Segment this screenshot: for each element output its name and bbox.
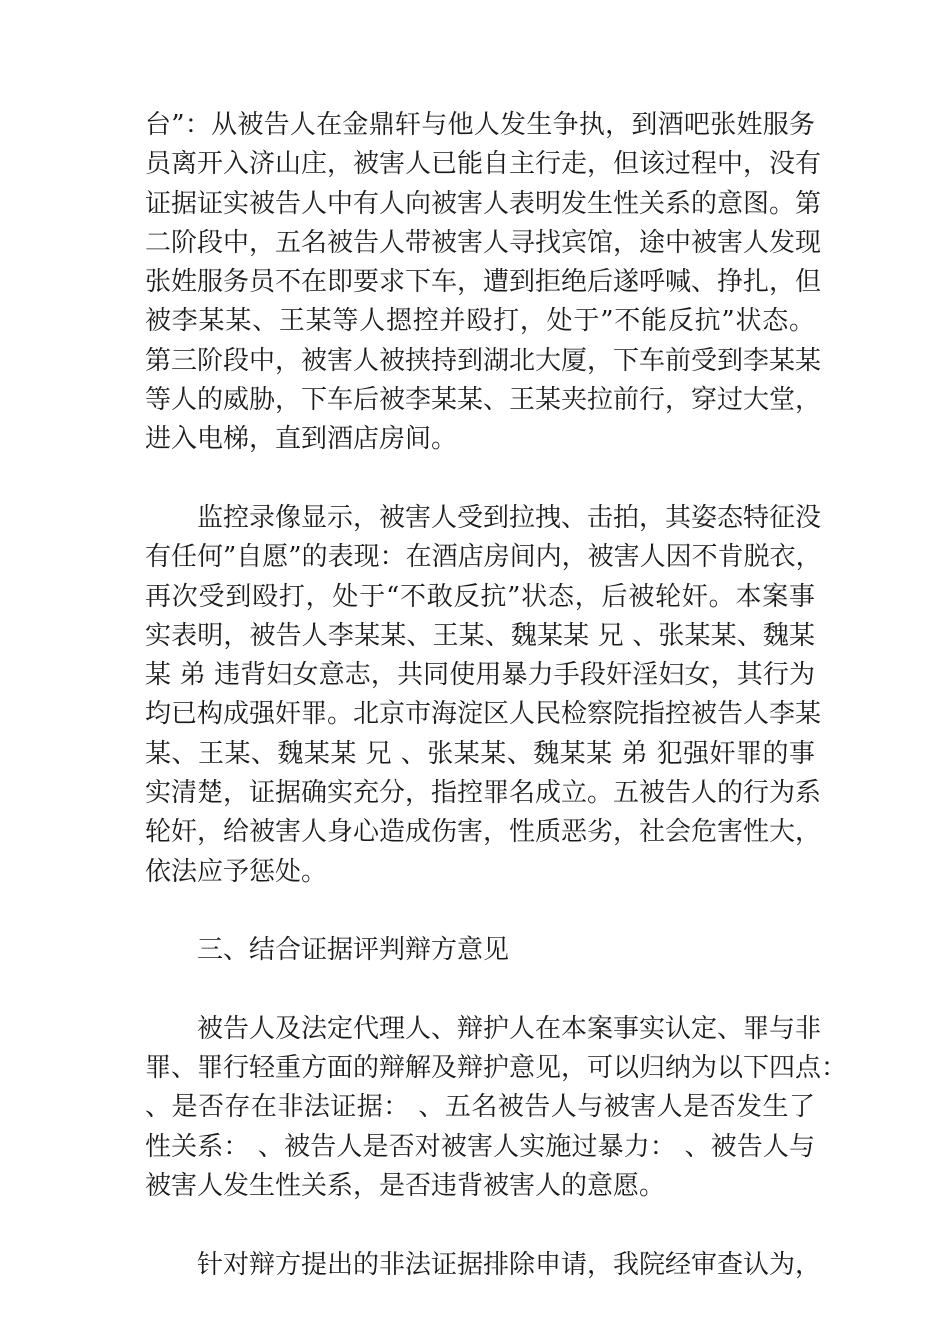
text-line: 针对辩方提出的非法证据排除申请，我院经审查认为， — [197, 1249, 822, 1280]
section-heading — [145, 931, 815, 970]
text-line: 轮奸，给被害人身心造成伤害，性质恶劣，社会危害性大， — [145, 817, 822, 848]
paragraph-5 — [145, 1246, 822, 1285]
paragraph-gap — [145, 971, 815, 1010]
text-line: 罪、罪行轻重方面的辩解及辩护意见，可以归纳为以下四点： — [145, 1053, 848, 1084]
text-line: 、是否存在非法证据： 、五名被告人与被害人是否发生了 — [145, 1092, 815, 1123]
section-heading-text: 三、结合证据评判辩方意见 — [197, 935, 510, 966]
text-line: 证据证实被告人中有人向被害人表明发生性关系的意图。第 — [145, 188, 822, 219]
text-line: 某 弟 违背妇女意志，共同使用暴力手段奸淫妇女，其行为 — [145, 660, 815, 691]
text-line: 张姓服务员不在即要求下车，遭到拒绝后遂呼喊、挣扎，但 — [145, 267, 822, 298]
text-line: 监控录像显示，被害人受到拉拽、击拍，其姿态特征没 — [197, 502, 822, 533]
text-line: 被李某某、王某等人摁控并殴打，处于”不能反抗”状态。 — [145, 306, 815, 337]
paragraph-gap — [145, 892, 815, 931]
text-line: 被告人及法定代理人、辩护人在本案事实认定、罪与非 — [197, 1013, 822, 1044]
text-line: 某、王某、魏某某 兄 、张某某、魏某某 弟 犯强奸罪的事 — [145, 738, 815, 769]
paragraph-4 — [145, 1010, 848, 1206]
document-body — [145, 106, 848, 1285]
text-line: 均已构成强奸罪。北京市海淀区人民检察院指控被告人李某 — [145, 699, 822, 730]
paragraph-gap — [145, 1206, 815, 1245]
text-line: 性关系： 、被告人是否对被害人实施过暴力： 、被告人与 — [145, 1131, 815, 1162]
text-line: 进入电梯，直到酒店房间。 — [145, 424, 458, 455]
text-line: 被害人发生性关系，是否违背被害人的意愿。 — [145, 1171, 666, 1202]
paragraph-2 — [145, 499, 822, 892]
paragraph-gap — [145, 460, 815, 499]
paragraph-1 — [145, 106, 822, 460]
text-line: 有任何”自愿”的表现：在酒店房间内，被害人因不肯脱衣， — [145, 542, 822, 573]
text-line: 二阶段中，五名被告人带被害人寻找宾馆，途中被害人发现 — [145, 227, 822, 258]
text-line: 台”：从被告人在金鼎轩与他人发生争执，到酒吧张姓服务 — [145, 110, 815, 140]
text-line: 第三阶段中，被害人被挟持到湖北大厦，下车前受到李某某 — [145, 345, 822, 376]
text-line: 实表明，被告人李某某、王某、魏某某 兄 、张某某、魏某 — [145, 620, 815, 651]
text-line: 依法应予惩处。 — [145, 856, 328, 887]
text-line: 员离开入济山庄，被害人已能自主行走，但该过程中，没有 — [145, 149, 822, 180]
text-line: 等人的威胁，下车后被李某某、王某夹拉前行，穿过大堂， — [145, 385, 822, 416]
text-line: 实清楚，证据确实充分，指控罪名成立。五被告人的行为系 — [145, 778, 822, 809]
text-line: 再次受到殴打，处于“不敢反抗”状态，后被轮奸。本案事 — [145, 581, 815, 612]
